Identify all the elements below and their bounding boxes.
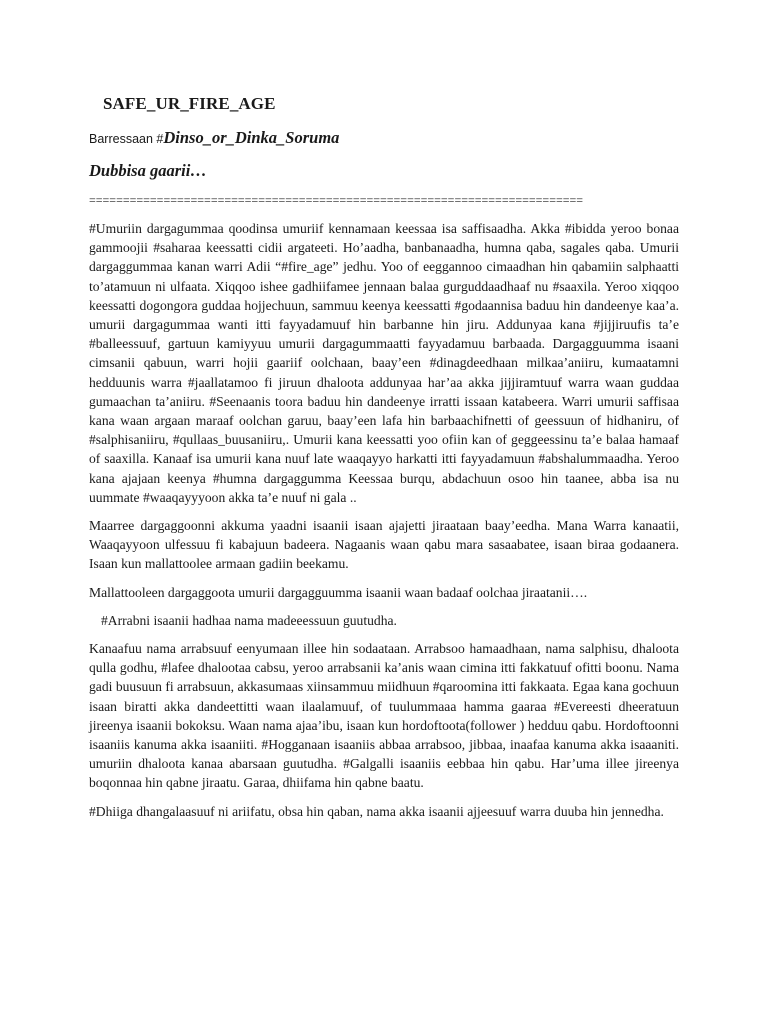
paragraph-4: #Arrabni isaanii hadhaa nama madeeessuun guutudha. [101, 612, 397, 628]
document-title: SAFE_UR_FIRE_AGE [103, 94, 276, 113]
author-name: Dinso_or_Dinka_Soruma [163, 128, 340, 147]
paragraph-3: Mallattooleen dargaggoota umurii dargagguumma isaanii waan badaaf oolchaa jiraatanii…. [89, 584, 588, 600]
paragraph-6: #Dhiiga dhangalaasuuf ni ariifatu, obsa hin qaban, nama akka isaanii ajjeesuuf warra duuba hin jennedha. [89, 803, 664, 819]
paragraph-5: Kanaafuu nama arrabsuuf eenyumaan illee hin sodaataan. Arrabsoo hamaadhaan, nama salphisu, dhaloota qulla godhu, #lafee dhalootaa cabsu, yeroo arrabsanii ka’anis waan cimina itti fakkatuuf ofitti boonu. Nama gadi buusuun fi arrabsuun, akkasumaas xiinsammuu miidhuun #qaroomina itti fakkaata. Egaa kana gochuun isaan biratti akka dandeettitti waan ilaalamuuf, of tuulummaaa hamma gaaraa #Evereesti dheeratuun jireenya isaanii bokoksu. Waan nama ajaa’ibu, isaan kun hordoftoota(follower ) hedduu qabu. Hordoftoonni isaaniis kanuma akka isaaniiti. #Hogganaan isaaniis abbaa arrabsoo, jibbaa, inaafaa kanuma akka isaaaniti. umuriin dhaloota kanaa abarsaan guutudha. #Galgalli isaaniis eebbaa hin qabu. Har’uma illee jireenya boqonnaa hin qabne jiraatu. Garaa, dhiifama hin qabne baatu. [89, 641, 679, 791]
divider-line: ========================================================================= [89, 193, 584, 207]
paragraph-2: Maarree dargaggoonni akkuma yaadni isaanii isaan ajajetti jiraataan baay’eedha. Mana Warra kanaatii, Waaqayyoon ulfessuu fi kabajuun badeera. Nagaanis waan qabu mara sasaabatee, isaan biraa godaanera. Isaan kun mallattoolee armaan gadiin beekamu. [89, 518, 679, 572]
subtitle: Dubbisa gaarii… [89, 161, 207, 180]
paragraph-1: #Umuriin dargagummaa qoodinsa umuriif kennamaan keessaa isa saffisaadha. Akka #ibidda yeroo bonaa gammoojii #saharaa keessatti cidii argateeti. Ho’aadha, banbanaadha, humna qaba, sagales qaba. Umurii dargaggummaa kanan warri Adii “#fire_age” jedhu. Yoo of eeggannoo cimaadhan hin qabamiin salphaatti to’atamuun ni ulfaata. Xiqqoo ishee gadhiifamee jennaan balaa gurguddaadhaaf nu #saaxila. Yeroo xiqqoo keessatti dogongora guddaa hojjechuun, sammuu keenya keessatti #godaannisa baduu hin dandeenye kaa’a. umurii dargagummaa wanti itti fayyadamuuf hin barbanne hin jiru. Addunyaa kana #jijjiruufis ta’e #balleessuuf, gartuun kamiyyuu umurii dargagummaatti fayyadamuu barbaada. Dargagguumma isaani cimsanii qabuun, warri hojii gaariif oolchaan, baay’een #dinagdeedhaan milkaa’aniiru, kumaatamni hedduunis warra #jaallatamoo fi jiruun dhaloota addunyaa har’aa akka jijjiramtuuf warra waan guddaa gumaachan ta’aniiru. #Seenaanis toora baduu hin dandeenye irratti issaan katabeera. Warri umurii saffisaa kana waan argaan maraaf oolchan garuu, baay’een lafa hin barbaachifnetti of geessuun of hidhaniru, of #salphisaniiru, #qullaas_buusaniiru,. Umurii kana keessatti yoo ofiin kan of geggeessinu ta’e balaa hamaaf of saaxilla. Kanaaf isa umurii kana nuuf late waaqayyo harkatti itti fayyadamuun #abshalummaadha. Yeroo kana ajajaan keenya #humna dargaggumma Keessaa burqu, abdachuun osoo hin taanee, abba isa nu uummate #waaqayyyoon akka ta’e nuuf ni gala .. [89, 221, 679, 505]
author-line [89, 126, 679, 151]
author-label: Barressaan # [89, 132, 164, 146]
body-text [89, 219, 679, 821]
document-page [89, 92, 679, 830]
